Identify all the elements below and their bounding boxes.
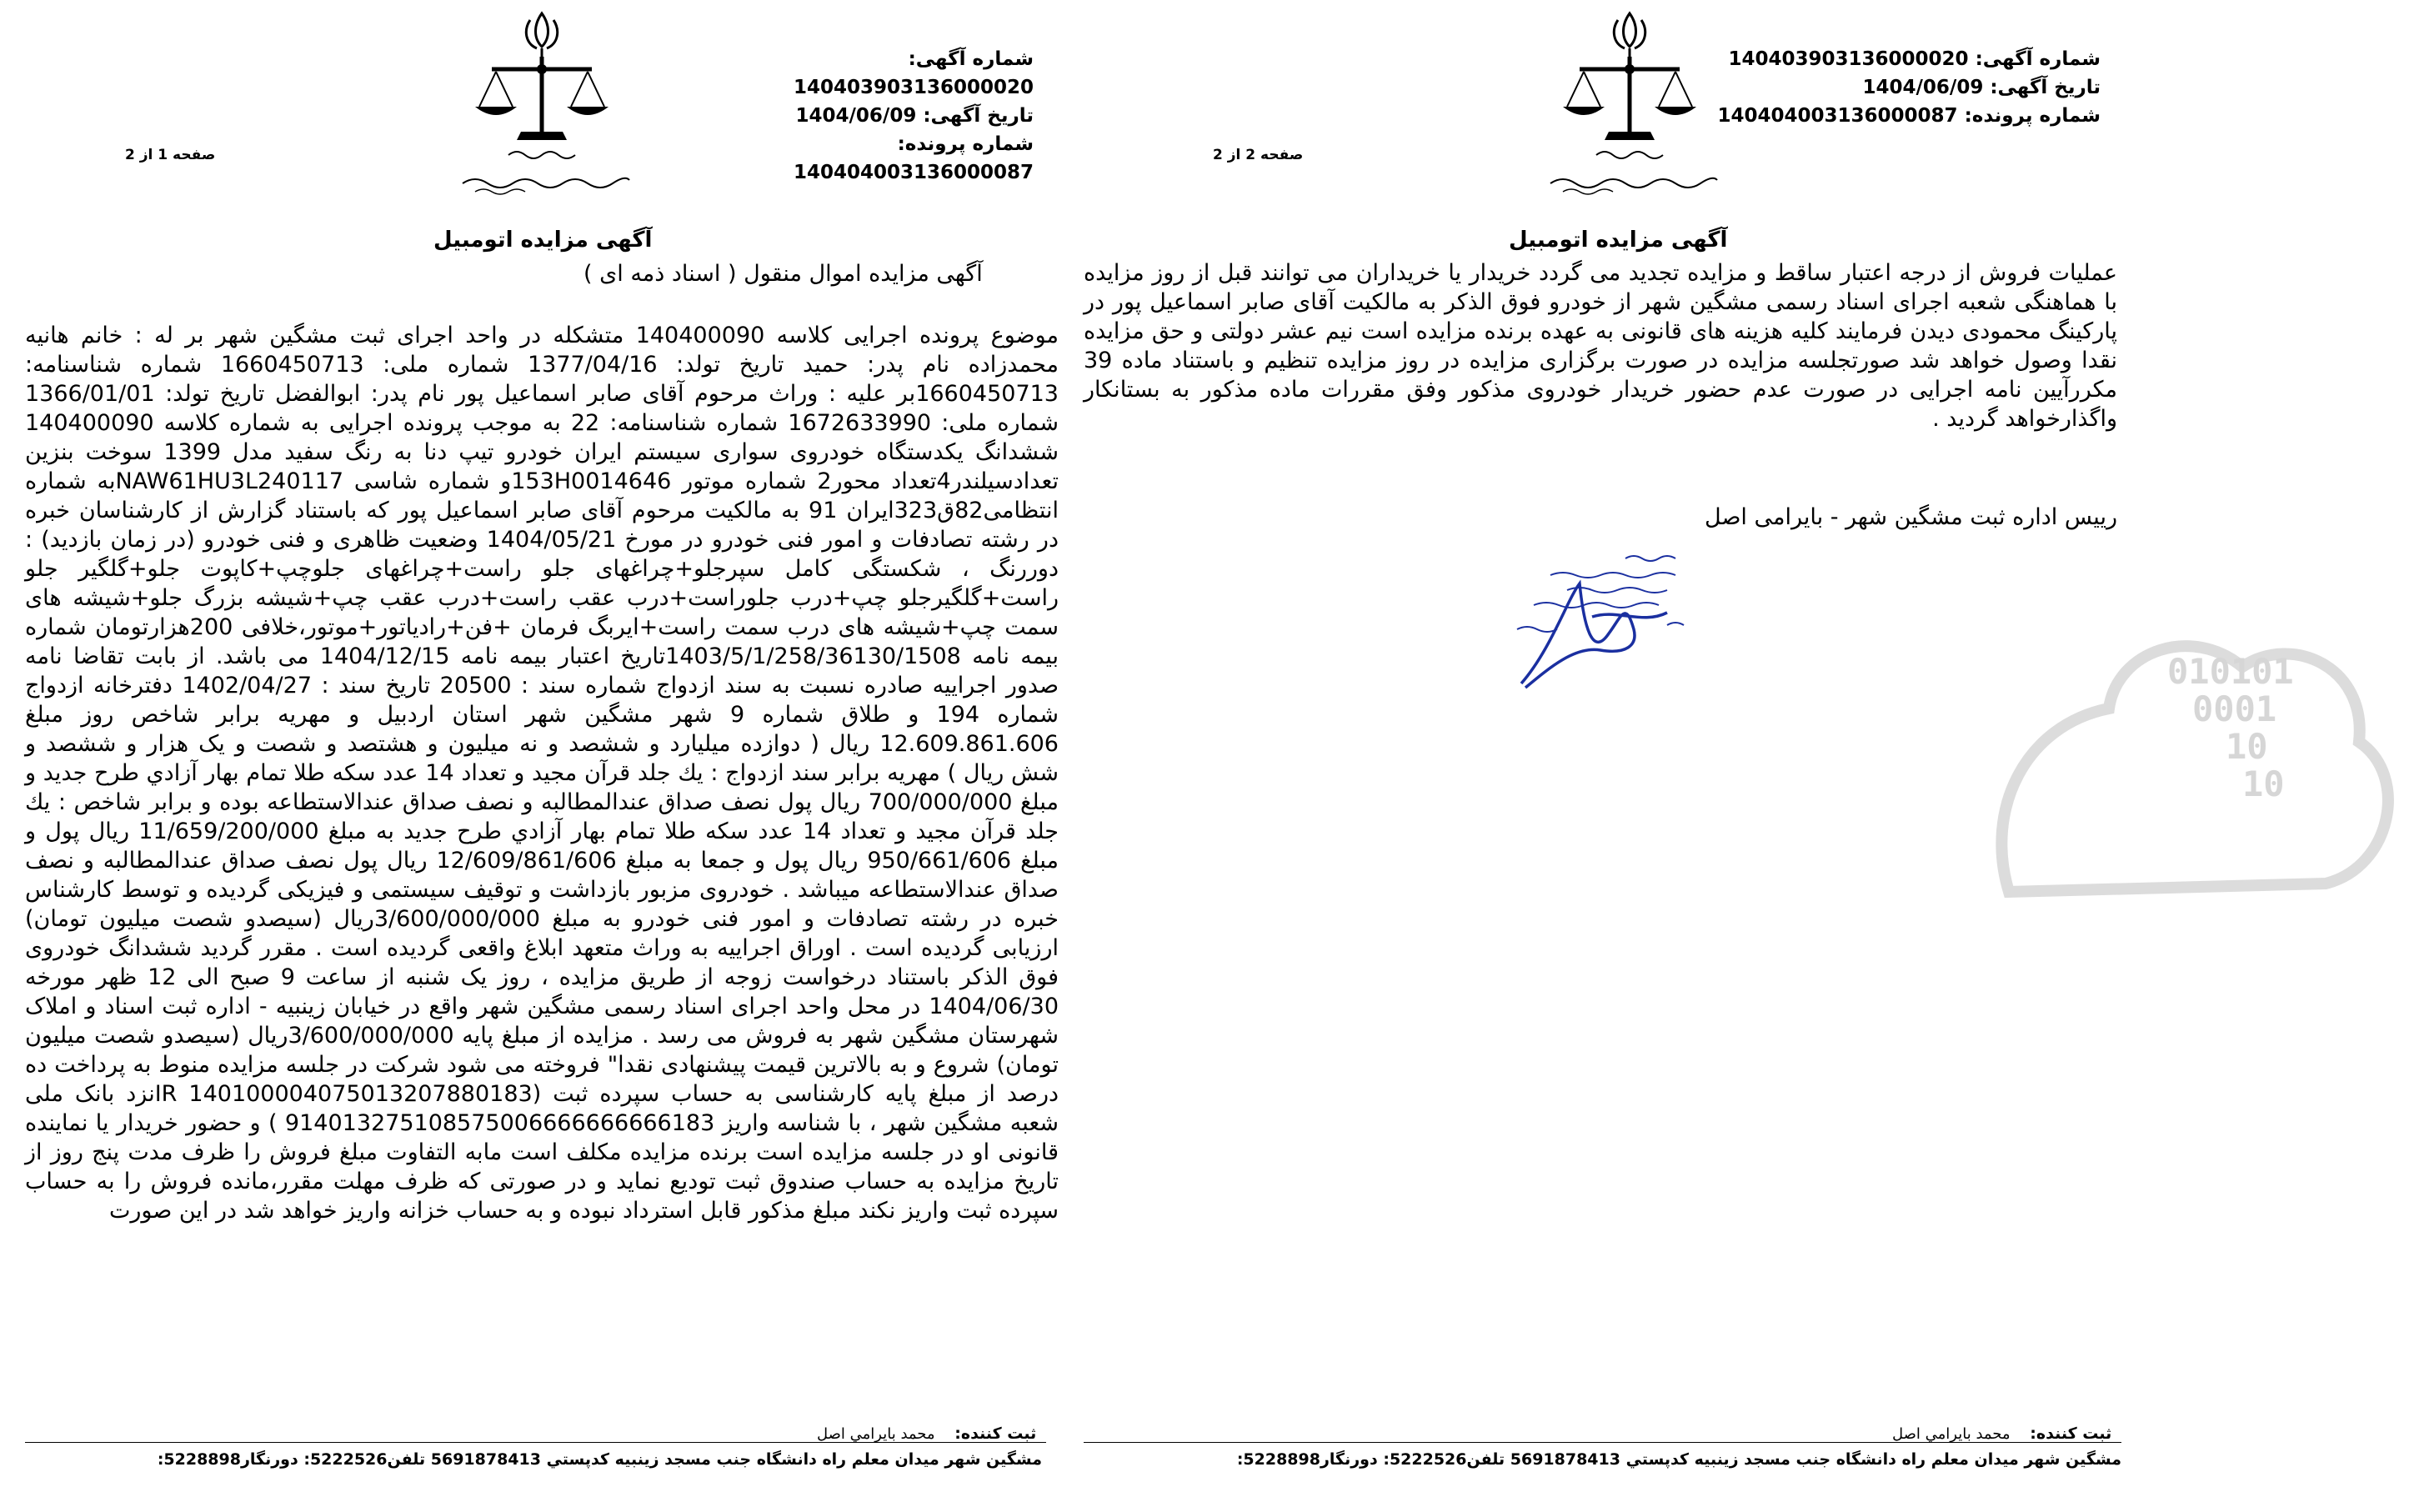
- page-number: صفحه 1 از 2: [125, 147, 216, 163]
- office-address: مشگین شهر میدان معلم راه دانشگاه جنب مسجد زینبیه کدپستي 5691878413 تلفن5222526: دورنگار5228898:: [1236, 1450, 2121, 1469]
- svg-text:10: 10: [2226, 726, 2268, 767]
- notice-date-label: تاریخ آگهی:: [923, 105, 1034, 127]
- notice-body-text: عملیات فروش از درجه اعتبار ساقط و مزایده تجدید می گردد خریدار یا خریداران می توانند قبل از روز مزایده با هماهنگی شعبه اجرای اسناد رسمی مشگین شهر از خودرو فوق الذکر به مالکیت آقای صابر اسماعیل پور در پارکینگ محمودی دیدن فرمایند کلیه هزینه های قانونی به عهده برنده مزایده است نیم عشر دولتی و حق مزایده نقدا وصول خواهد شد صورتجلسه مزایده در صورت برگزاری مزایده در روز مزایده تنظیم و باستناد ماده 39 مکررآیین نامه اجرایی در صورت عدم حضور خریدار خودروی مذکور وفق مقررات ماده مذکور به بستانکار واگذارخواهد گردید .: [1084, 260, 2117, 432]
- registrar-name: محمد بايرامي اصل: [1892, 1425, 2011, 1443]
- parsnamad-watermark-icon: [1976, 617, 2409, 917]
- office-address: مشگین شهر میدان معلم راه دانشگاه جنب مسجد زینبیه کدپستي 5691878413 تلفن5222526: دورنگار5228898:: [157, 1450, 1042, 1469]
- registrar-name: محمد بايرامي اصل: [817, 1425, 935, 1443]
- notice-date: 1404/06/09: [1862, 77, 1984, 98]
- notice-date-label: تاریخ آگهی:: [1990, 77, 2101, 98]
- case-number-label: شماره پرونده:: [897, 133, 1034, 155]
- case-number-row: [684, 130, 1034, 187]
- case-number-label: شماره پرونده:: [1964, 105, 2101, 127]
- notice-title: آگهی مزایده اتومبیل: [433, 228, 653, 253]
- case-number-row: [1692, 102, 2101, 130]
- svg-text:010101: 010101: [2167, 651, 2294, 692]
- official-stamp-signature-icon: [1500, 550, 1717, 692]
- case-number: 140404003136000087: [793, 162, 1034, 183]
- notice-title: آگهی مزایده اتومبیل: [1509, 228, 1728, 253]
- notice-header-info: [1692, 45, 2101, 130]
- notice-date-row: [684, 102, 1034, 130]
- notice-page-1: [0, 0, 1067, 1512]
- notice-number: 140403903136000020: [1728, 48, 1969, 70]
- notice-number-label: شماره آگهی:: [908, 48, 1034, 70]
- notice-body-text: موضوع پرونده اجرایی کلاسه 140400090 متشکله در واحد اجرای ثبت مشگین شهر بر له : خانم هانیه محمدزاده نام پدر: حمید تاریخ تولد: 1377/04/16 شماره ملی: 1660450713 شماره شناسنامه: 1660450713بر علیه : وراث مرحوم آقای صابر اسماعیل پور نام پدر: ابوالفضل تاریخ تولد: 1366/01/01 شماره ملی: 1672633990 شماره شناسنامه: 22 به موجب پرونده اجرایی به شماره کلاسه 140400090 ششدانگ یکدستگاه خودروی سواری سیستم ایران خودرو تیپ دنا به رنگ سفید مدل 1399 سوخت بنزین تعدادسیلندر4تعداد محور2 شماره موتور 153H0014646و شماره شاسی NAW61HU3L240117به شماره انتظامی82ق323ایران 91 به مالکیت مرحوم آقای صابر اسماعیل پور که باستناد گزارش از کارشناسان خبره در رشته تصادفات و امور فنی خودرو در مورخ 1404/05/21 وضعیت ظاهری و فنی خودرو (در زمان بازدید) : دوررنگ ، شکستگی کامل سپرجلو+چراغهای جلو راست+چراغهای جلوچپ+کاپوت جلو+گلگیر جلو راست+گلگیرجلو چپ+درب جلوراست+درب عقب راست+درب عقب چپ+شیشه بزرگ جلو+شیشه های سمت چپ+شیشه های درب سمت راست+ایربگ فرمان +فن+رادیاتور+موتور،خلافی 200هزارتومان شماره بیمه نامه 1403/5/1/258/36130/1508تاریخ اعتبار بیمه نامه 1404/12/15 می باشد. از بابت تقاضا نامه صدور اجراییه صادره نسبت به سند ازدواج شماره سند : 20500 تاریخ سند : 1402/04/27 دفترخانه ازدواج شماره 194 و طلاق شماره 9 شهر مشگین شهر استان اردبیل و مهریه برابر شاخص روز مبلغ 12.609.861.606 ریال ( دوازده میلیارد و ششصد و نه میلیون و هشتصد و شصت و یک هزار و ششصد و شش ریال ) مهریه برابر سند ازدواج : یك جلد قرآن مجيد و تعداد 14 عدد سكه طلا تمام بهار آزادي طرح جديد و مبلغ 700/000/000 ریال پول نصف صداق عندالمطالبه و نصف صداق عندالاستطاعه بوده و برابر شاخص : يك جلد قرآن مجيد و تعداد 14 عدد سكه طلا تمام بهار آزادي طرح جديد به مبلغ 11/659/200/000 ریال پول و مبلغ 950/661/606 ریال پول و جمعا به مبلغ 12/609/861/606 ریال پول نصف صداق عندالمطالبه و نصف صداق عندالاستطاعه میباشد . خودروی مزبور بازداشت و توقیف سیستمی و فیزیکی گردیده و توسط کارشناس خبره در رشته تصادفات و امور فنی خودرو به مبلغ 3/600/000/000ریال (سیصدو شصت میلیون تومان) ارزیابی گردیده است . اوراق اجراییه به وراث متعهد ابلاغ واقعی گردیده است . مقرر گردید ششدانگ خودروی فوق الذکر باستناد درخواست زوجه از طریق مزایده ، روز یک شنبه از ساعت 9 صبح الی 12 ظهر مورخه 1404/06/30 در محل واحد اجرای اسناد رسمی مشگین شهر واقع در خیابان زینبیه - اداره ثبت اسناد و املاک شهرستان مشگین شهر به فروش می رسد . مزایده از مبلغ پایه 3/600/000/000ریال (سیصدو شصت میلیون تومان) شروع و به بالاترین قیمت پیشنهادی نقدا" فروخته می شود شرکت در جلسه مزایده منوط به پرداخت ده درصد از مبلغ پایه کارشناسی به حساب سپرده ثبت (IR 140100004075013207880183نزد بانک ملی شعبه مشگین شهر ، با شناسه واریز 914013275108575006666666666183 ) و حضور خریدار یا نماینده قانونی او در جلسه مزایده است برنده مزایده مکلف است مابه التفاوت مبلغ فروش را ظرف مدت پنج روز از تاریخ مزایده به حساب صندوق ثبت تودیع نماید و در صورتی که ظرف مهلت مقرر،مانده فروش را به حساب سپرده ثبت واریز نکند مبلغ مذکور قابل استرداد نبوده و به حساب خزانه واریز خواهد شد در این صورت: [25, 323, 1059, 1224]
- closing-signature-line: رییس اداره ثبت مشگین شهر - بایرامی اصل: [1705, 504, 2117, 530]
- svg-text:10: 10: [2242, 764, 2285, 804]
- notice-number-row: [684, 45, 1034, 102]
- registrar-label: ثبت کننده:: [954, 1424, 1037, 1443]
- notice-number-label: شماره آگهی:: [1975, 48, 2101, 70]
- registrar-label: ثبت کننده:: [2030, 1424, 2112, 1443]
- page-number: صفحه 2 از 2: [1213, 147, 1304, 163]
- notice-date-row: [1692, 73, 2101, 102]
- registrar-info: [1892, 1424, 2111, 1443]
- notice-header-info: [684, 45, 1034, 187]
- notice-subtitle: آگهی مزایده اموال منقول ( اسناد ذمه ای ): [583, 261, 983, 287]
- notice-page-2: [1075, 0, 2294, 1512]
- notice-number: 140403903136000020: [793, 77, 1034, 98]
- case-number: 140404003136000087: [1717, 105, 1958, 127]
- notice-number-row: [1692, 45, 2101, 73]
- registrar-info: [817, 1424, 1036, 1443]
- notice-date: 1404/06/09: [795, 105, 917, 127]
- judiciary-emblem-icon: [450, 7, 634, 198]
- svg-text:0001: 0001: [2192, 688, 2277, 729]
